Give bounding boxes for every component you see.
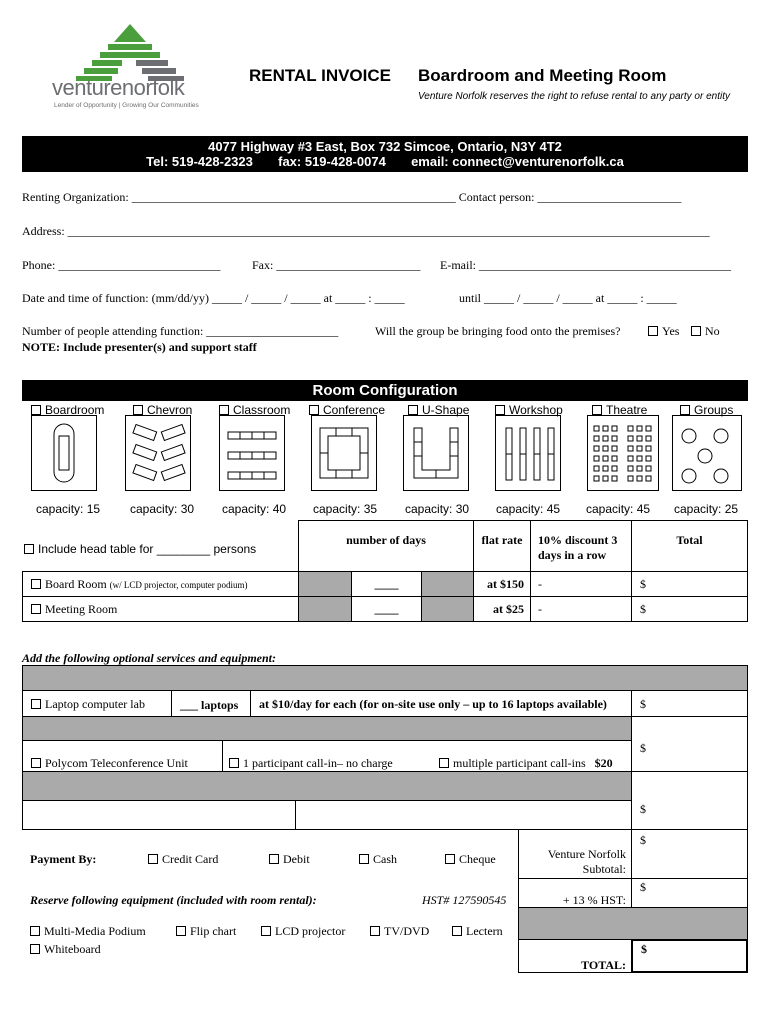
equip-whiteboard-checkbox[interactable]: Whiteboard — [30, 942, 101, 957]
meeting-room-grey-2 — [421, 596, 474, 622]
theatre-seat — [612, 456, 617, 461]
capacity-boardroom: capacity: 15 — [36, 502, 101, 516]
theatre-diagram-icon — [587, 415, 659, 491]
contact-tel: Tel: 519-428-2323 — [146, 154, 253, 169]
hst-number: HST# 127590545 — [422, 893, 507, 907]
theatre-seat — [603, 466, 608, 471]
theatre-seat — [594, 456, 599, 461]
board-room-grey-2 — [421, 571, 474, 597]
meeting-room-grey — [298, 596, 352, 622]
theatre-seat — [612, 436, 617, 441]
total-value[interactable]: $ — [631, 939, 748, 973]
theatre-seat — [603, 476, 608, 481]
polycom-options — [222, 740, 632, 772]
col-flat-header: flat rate — [473, 520, 531, 572]
payment-cheque-checkbox[interactable]: Cheque — [445, 852, 496, 867]
polycom-total[interactable]: $ — [631, 716, 748, 772]
subtotal-value[interactable]: $ — [631, 829, 748, 879]
contact-fax: fax: 519-428-0074 — [278, 154, 386, 169]
optional-title: Add the following optional services and equipment: — [22, 651, 277, 665]
laptop-lab-checkbox[interactable]: Laptop computer lab — [22, 690, 172, 717]
theatre-seat — [628, 476, 633, 481]
board-room-grey — [298, 571, 352, 597]
board-room-discount: - — [530, 571, 632, 597]
groups-diagram-icon — [672, 415, 742, 491]
room-option-workshop[interactable]: Workshop — [495, 403, 563, 417]
laptop-rate: at $10/day for each (for on-site use only – up to 16 laptops available) — [250, 690, 632, 717]
logo-brand: venturenorfolk — [52, 75, 185, 100]
date-time-field[interactable]: Date and time of function: (mm/dd/yy) _____ / _____ / _____ at _____ : _____ — [22, 291, 405, 305]
theatre-seat — [637, 456, 642, 461]
theatre-seat — [637, 446, 642, 451]
extra-item-1[interactable] — [22, 800, 296, 830]
theatre-seat — [612, 466, 617, 471]
theatre-seat — [594, 476, 599, 481]
room-title: Boardroom and Meeting Room — [418, 66, 667, 85]
contact-address: 4077 Highway #3 East, Box 732 Simcoe, Ontario, N3Y 4T2 — [208, 139, 562, 154]
board-room-rate: at $150 — [473, 571, 531, 597]
meeting-room-rate: at $25 — [473, 596, 531, 622]
equip-lcd-checkbox[interactable]: LCD projector — [261, 924, 345, 939]
room-option-chevron[interactable]: Chevron — [133, 403, 192, 417]
theatre-seat — [637, 426, 642, 431]
meeting-room-discount: - — [530, 596, 632, 622]
theatre-seat — [603, 456, 608, 461]
theatre-seat — [612, 476, 617, 481]
equip-tvdvd-checkbox[interactable]: TV/DVD — [370, 924, 429, 939]
capacity-chevron: capacity: 30 — [130, 502, 195, 516]
multi-caller-checkbox[interactable]: multiple participant call-ins $20 — [439, 756, 613, 771]
payment-debit-checkbox[interactable]: Debit — [269, 852, 310, 867]
meeting-room-row-label[interactable]: Meeting Room — [22, 596, 299, 622]
contact-line — [22, 154, 748, 169]
payment-cash-checkbox[interactable]: Cash — [359, 852, 397, 867]
theatre-seat — [628, 456, 633, 461]
meeting-room-total[interactable]: $ — [631, 596, 748, 622]
chevron-diagram-icon — [125, 415, 191, 491]
capacity-ushape: capacity: 30 — [405, 502, 470, 516]
theatre-seat — [594, 466, 599, 471]
capacity-classroom: capacity: 40 — [222, 502, 287, 516]
room-config-title: Room Configuration — [22, 380, 748, 401]
note: NOTE: Include presenter(s) and support staff — [22, 340, 257, 354]
invoice-title: RENTAL INVOICE — [249, 66, 391, 85]
capacity-theatre: capacity: 45 — [586, 502, 651, 516]
food-no-checkbox[interactable]: No — [691, 324, 720, 339]
grey-spacer — [518, 907, 748, 940]
one-caller-checkbox[interactable]: 1 participant call-in– no charge — [229, 756, 393, 771]
col-discount-header: 10% discount 3 days in a row — [530, 520, 632, 572]
logo-tagline: Lender of Opportunity | Growing Our Communities — [54, 102, 199, 109]
board-room-row-label[interactable]: Board Room (w/ LCD projector, computer podium) — [22, 571, 299, 597]
room-option-conference[interactable]: Conference — [309, 403, 385, 417]
food-yes-checkbox[interactable]: Yes — [648, 324, 679, 339]
equip-flipchart-checkbox[interactable]: Flip chart — [176, 924, 236, 939]
room-option-classroom[interactable]: Classroom — [219, 403, 290, 417]
disclaimer: Venture Norfolk reserves the right to refuse rental to any party or entity — [418, 91, 731, 102]
ushape-diagram-icon — [403, 415, 469, 491]
theatre-seat — [628, 446, 633, 451]
room-option-groups[interactable]: Groups — [680, 403, 733, 417]
laptop-total[interactable]: $ — [631, 690, 748, 717]
phone-field[interactable]: Phone: ___________________________ — [22, 258, 221, 272]
address-field[interactable]: Address: ___________________________________________________________________________________________________________ — [22, 224, 710, 238]
optional-grey-1 — [22, 665, 748, 691]
extra-item-2[interactable] — [295, 800, 632, 830]
boardroom-diagram-icon — [31, 415, 97, 491]
theatre-seat — [646, 466, 651, 471]
theatre-seat — [612, 426, 617, 431]
payment-label: Payment By: — [30, 852, 97, 866]
theatre-seat — [603, 446, 608, 451]
theatre-seat — [594, 446, 599, 451]
conference-diagram-icon — [311, 415, 377, 491]
theatre-seat — [646, 446, 651, 451]
theatre-seat — [628, 436, 633, 441]
capacity-workshop: capacity: 45 — [496, 502, 561, 516]
theatre-seat — [594, 426, 599, 431]
reserve-label: Reserve following equipment (included with room rental): — [30, 893, 317, 907]
board-room-total[interactable]: $ — [631, 571, 748, 597]
payment-credit-checkbox[interactable]: Credit Card — [148, 852, 218, 867]
room-option-ushape[interactable]: U-Shape — [408, 403, 469, 417]
food-question: Will the group be bringing food onto the premises? — [375, 324, 621, 338]
room-option-theatre[interactable]: Theatre — [592, 403, 647, 417]
contact-bar — [22, 136, 748, 172]
total-label: TOTAL: — [518, 939, 632, 973]
hst-value[interactable]: $ — [631, 878, 748, 908]
equip-podium-checkbox[interactable]: Multi-Media Podium — [30, 924, 146, 939]
workshop-diagram-icon — [495, 415, 561, 491]
theatre-seat — [637, 436, 642, 441]
theatre-seat — [646, 426, 651, 431]
meeting-room-days[interactable]: ____ — [351, 596, 422, 622]
hst-label: + 13 % HST: — [518, 878, 632, 908]
theatre-seat — [594, 436, 599, 441]
col-days-header: number of days — [298, 520, 474, 572]
theatre-seat — [603, 436, 608, 441]
theatre-seat — [603, 426, 608, 431]
theatre-seat — [637, 476, 642, 481]
theatre-seat — [646, 476, 651, 481]
capacity-groups: capacity: 25 — [674, 502, 739, 516]
extra-total[interactable]: $ — [631, 771, 748, 830]
email-field[interactable]: E-mail: __________________________________________ — [440, 258, 731, 272]
theatre-seat — [637, 466, 642, 471]
theatre-seat — [628, 466, 633, 471]
laptops-count[interactable]: ___ laptops — [171, 690, 251, 717]
head-table-checkbox[interactable]: Include head table for ________ persons — [24, 542, 256, 556]
polycom-checkbox[interactable]: Polycom Teleconference Unit — [22, 740, 223, 772]
theatre-seat — [628, 426, 633, 431]
logo-pyramid-icon — [50, 20, 210, 82]
col-total-header: Total — [631, 520, 748, 572]
theatre-seat — [612, 446, 617, 451]
until-field[interactable]: until _____ / _____ / _____ at _____ : _____ — [459, 291, 677, 305]
optional-grey-3 — [22, 771, 632, 801]
equip-lectern-checkbox[interactable]: Lectern — [452, 924, 503, 939]
fax-field[interactable]: Fax: ________________________ — [252, 258, 421, 272]
capacity-conference: capacity: 35 — [313, 502, 378, 516]
contact-email: email: connect@venturenorfolk.ca — [411, 154, 624, 169]
theatre-seat — [646, 436, 651, 441]
renting-org-field[interactable]: Renting Organization: ______________________________________________________ Contact person: ________________________ — [22, 190, 682, 204]
classroom-diagram-icon — [219, 415, 285, 491]
people-field[interactable]: Number of people attending function: ______________________ — [22, 324, 339, 338]
room-option-boardroom[interactable]: Boardroom — [31, 403, 104, 417]
board-room-days[interactable]: ____ — [351, 571, 422, 597]
subtotal-label: Venture Norfolk Subtotal: — [518, 829, 632, 879]
logo — [50, 20, 210, 112]
theatre-seat — [646, 456, 651, 461]
optional-grey-2 — [22, 716, 632, 741]
